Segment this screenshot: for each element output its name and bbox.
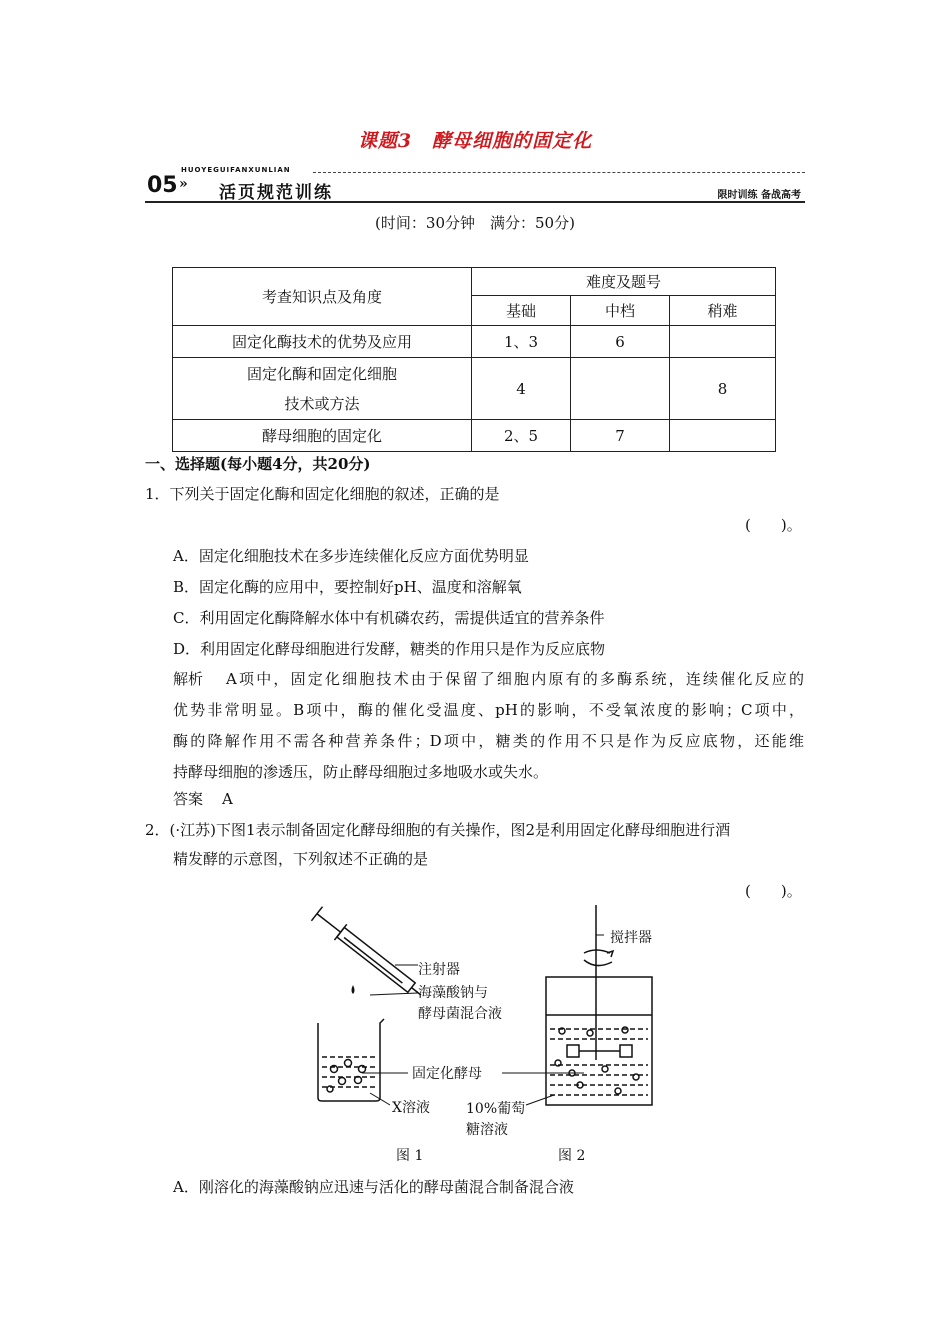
row-hard [670, 326, 776, 358]
banner-pinyin: HUOYEGUIFANXUNLIAN [181, 166, 291, 174]
option-d: D．利用固定化酵母细胞进行发酵，糖类的作用只是作为反应底物 [173, 640, 606, 658]
header-knowledge: 考查知识点及角度 [173, 268, 472, 326]
header-mid: 中档 [571, 296, 670, 326]
banner-name: 活页规范训练 [219, 183, 333, 203]
question-2-stem-cont: 精发酵的示意图，下列叙述不正确的是 [173, 850, 429, 868]
label-immobilized-yeast: 固定化酵母 [412, 1066, 482, 1082]
label-stirrer: 搅拌器 [610, 930, 652, 946]
label-mix-cont: 酵母菌混合液 [418, 1006, 502, 1022]
label-syringe: 注射器 [418, 962, 460, 978]
analysis-line: 持酵母细胞的渗透压，防止酵母细胞过多地吸水或失水。 [173, 763, 549, 781]
banner-arrow: » [179, 176, 188, 192]
analysis-line: A项中，固定化细胞技术由于保留了细胞内原有的多酶系统，连续催化反应的 [226, 670, 804, 688]
answer-label: 答案 [173, 790, 204, 808]
syringe-icon [311, 906, 427, 1003]
table-row [173, 420, 776, 452]
page-title: 课题3 酵母细胞的固定化 [357, 130, 593, 152]
label-x-solution: X溶液 [392, 1100, 430, 1116]
table-row [173, 358, 776, 420]
header-hard: 稍难 [670, 296, 776, 326]
row-mid [571, 358, 670, 420]
analysis-line: 酶的降解作用不需各种营养条件；D项中，糖类的作用不只是作为反应底物，还能维 [173, 732, 804, 750]
row-topic: 酵母细胞的固定化 [173, 420, 472, 452]
q2-option-a: A．刚溶化的海藻酸钠应迅速与活化的酵母菌混合制备混合液 [173, 1178, 574, 1196]
label-glucose: 10%葡萄 [466, 1101, 526, 1117]
time-info: (时间：30分钟 满分：50分) [375, 214, 575, 232]
row-basic: 1、3 [472, 326, 571, 358]
row-basic: 2、5 [472, 420, 571, 452]
answer-value: A [222, 790, 233, 808]
row-mid: 7 [571, 420, 670, 452]
banner-number: 05 [147, 173, 178, 198]
analysis-line: 优势非常明显。B项中，酶的催化受温度、pH的影响，不受氧浓度的影响；C项中， [173, 701, 804, 719]
banner-rule [145, 201, 805, 203]
question-2-stem: 2．(·江苏)下图1表示制备固定化酵母细胞的有关操作，图2是利用固定化酵母细胞进行酒 [145, 821, 731, 839]
option-c: C．利用固定化酶降解水体中有机磷农药，需提供适宜的营养条件 [173, 609, 605, 627]
figure-1-caption: 图 1 [396, 1148, 424, 1164]
row-topic-line: 固定化酶和固定化细胞 [246, 364, 397, 383]
section-heading: 一、选择题(每小题4分，共20分) [145, 455, 371, 473]
row-mid: 6 [571, 326, 670, 358]
question-2-bracket: ( )。 [745, 882, 802, 900]
header-difficulty: 难度及题号 [472, 268, 776, 296]
label-mix: 海藻酸钠与 [418, 985, 488, 1001]
row-hard: 8 [670, 358, 776, 420]
label-glucose-cont: 糖溶液 [466, 1122, 508, 1138]
figure-2-caption: 图 2 [558, 1148, 586, 1164]
row-topic [173, 358, 472, 420]
analysis-label: 解析 [173, 670, 204, 688]
knowledge-table [172, 267, 776, 452]
header-basic: 基础 [472, 296, 571, 326]
row-topic-line: 技术或方法 [284, 394, 360, 413]
question-1-stem: 1．下列关于固定化酶和固定化细胞的叙述，正确的是 [145, 485, 500, 503]
table-row [173, 326, 776, 358]
figure [300, 905, 680, 1165]
row-topic: 固定化酶技术的优势及应用 [173, 326, 472, 358]
banner-right-text: 限时训练 备战高考 [717, 190, 801, 201]
option-b: B．固定化酶的应用中，要控制好pH、温度和溶解氧 [173, 578, 522, 596]
banner-dashed-rule [313, 172, 805, 173]
row-basic: 4 [472, 358, 571, 420]
section-banner [145, 166, 805, 204]
option-a: A．固定化细胞技术在多步连续催化反应方面优势明显 [173, 547, 529, 565]
row-hard [670, 420, 776, 452]
question-1-bracket: ( )。 [745, 516, 802, 534]
